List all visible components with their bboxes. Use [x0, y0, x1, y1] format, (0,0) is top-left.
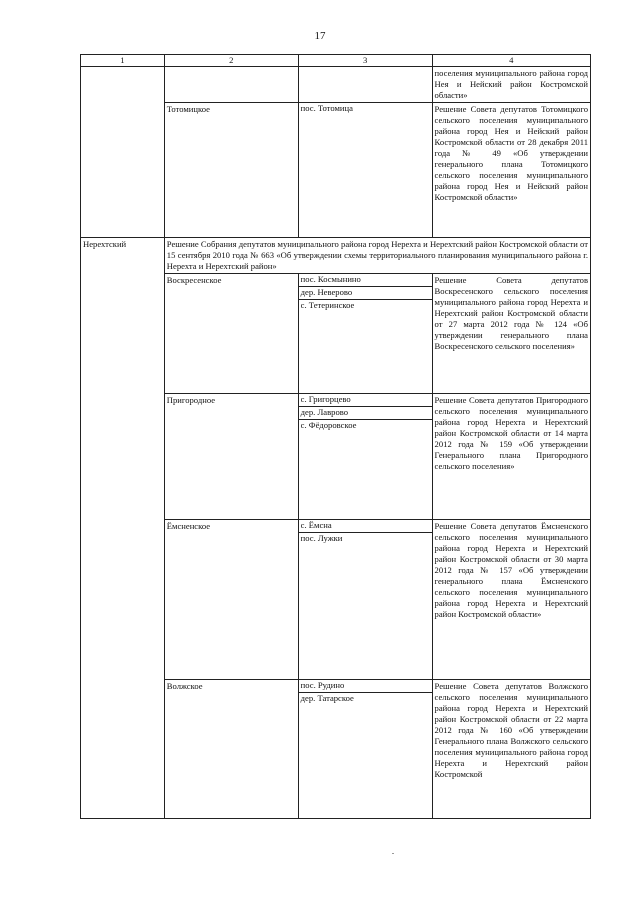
table-row: [81, 67, 591, 103]
district-decision: Решение Собрания депутатов муниципального района город Нерехта и Нерехтский район Костромской области от 15 сентября 2010 года № 663 «Об утверждении схемы территориального планирования муниципального района г. Нерехта и Нерехтский район»: [164, 238, 590, 274]
settlement-cell: [164, 67, 298, 103]
locality-item: пос. Тотомица: [300, 103, 353, 113]
scan-speck: [392, 853, 394, 854]
decision-cell: Решение Совета депутатов Тотомицкого сельского поселения муниципального района город Нея и Нейский район Костромской области от 28 декабря 2011 года № 49 «Об утверждении генерального плана Тотомицкого сельского поселения муниципального района город Нея и Нейский район Костромской области»: [432, 103, 590, 238]
column-number: 1: [81, 55, 165, 67]
decision-cell: Решение Совета депутатов Ёмсненского сельского поселения муниципального района город Нерехта и Нерехтский район Костромской области от 30 марта 2012 года № 157 «Об утверждении генерального плана Ёмсненского сельского поселения муниципального района город Нерехта и Нерехтский район Костромской области»: [432, 520, 590, 680]
locality-item: пос. Космынино: [299, 274, 432, 287]
table-row: [81, 238, 591, 274]
column-number: 2: [164, 55, 298, 67]
settlement-name: Воскресенское: [164, 274, 298, 394]
district-cell: [81, 67, 165, 238]
column-number-row: [81, 55, 591, 67]
page-number: 17: [314, 30, 326, 42]
locality-cell: [298, 394, 432, 520]
locality-item: с. Тетеринское: [300, 300, 355, 310]
locality-item: дер. Татарское: [300, 693, 354, 703]
district-name: Нерехтский: [81, 238, 165, 819]
locality-item: пос. Лужки: [300, 533, 343, 543]
settlement-name: Ёмсненское: [164, 520, 298, 680]
column-number: 3: [298, 55, 432, 67]
locality-cell: [298, 520, 432, 680]
decision-cell: поселения муниципального района город Нея и Нейский район Костромской области»: [432, 67, 590, 103]
settlement-name: Пригородное: [164, 394, 298, 520]
locality-item: дер. Лаврово: [299, 407, 432, 420]
territorial-planning-table: [80, 54, 591, 819]
locality-cell: [298, 103, 432, 238]
locality-item: с. Ёмсна: [299, 520, 432, 533]
locality-cell: [298, 680, 432, 819]
decision-cell: Решение Совета депутатов Воскресенского сельского поселения муниципального района город Нерехта и Нерехтский район Костромской области от 27 марта 2012 года № 124 «Об утверждении генерального плана Воскресенского сельского поселения»: [432, 274, 590, 394]
decision-cell: Решение Совета депутатов Пригородного сельского поселения муниципального района город Нерехта и Нерехтский район Костромской области от 14 марта 2012 года № 159 «Об утверждении Генерального плана Пригородного сельского поселения»: [432, 394, 590, 520]
settlement-name: Волжское: [164, 680, 298, 819]
column-number: 4: [432, 55, 590, 67]
locality-item: с. Григорцево: [299, 394, 432, 407]
decision-cell: Решение Совета депутатов Волжского сельского поселения муниципального района город Нерехта и Нерехтский район Костромской области от 22 марта 2012 года № 160 «Об утверждении Генерального плана Волжского сельского поселения муниципального района город Нерехта и Нерехтский район Костромской: [432, 680, 590, 819]
locality-item: с. Фёдоровское: [300, 420, 357, 430]
settlement-name: Тотомицкое: [164, 103, 298, 238]
locality-cell: [298, 274, 432, 394]
locality-item: дер. Неверово: [299, 287, 432, 300]
locality-item: пос. Рудино: [299, 680, 432, 693]
locality-cell: [298, 67, 432, 103]
